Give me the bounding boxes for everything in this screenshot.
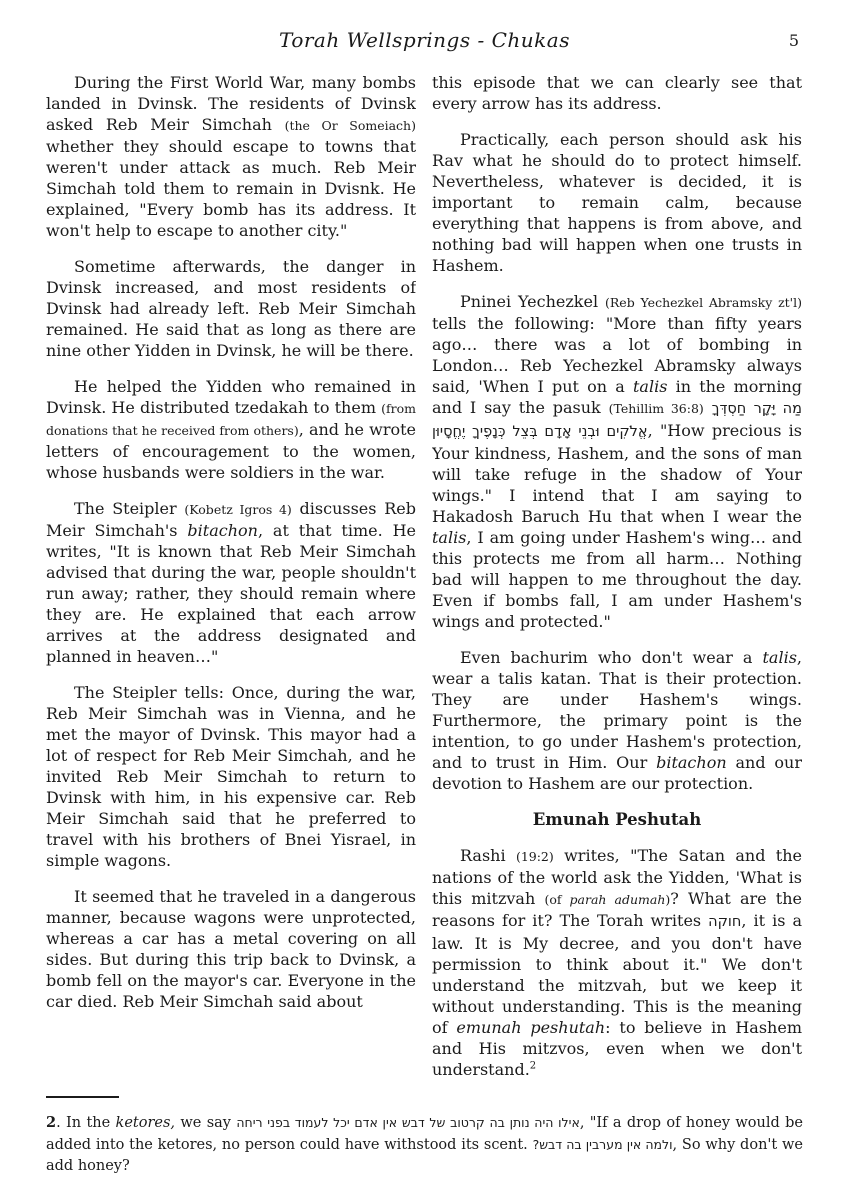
text-segment: : to believe in Hashem and His mitzvos, even when we don't understand.: [432, 1018, 802, 1079]
text-segment: ): [665, 892, 671, 907]
paragraph: [46, 886, 416, 1012]
hebrew-text: אילו היה נותן בה קרטוב של דבש אין אדם יכל לעמוד בפני ריחה: [236, 1115, 580, 1130]
text-segment: Even bachurim who don't wear a: [460, 648, 763, 667]
paragraph: [432, 647, 802, 794]
text-segment: parah adumah: [569, 892, 666, 907]
text-segment: talis: [432, 528, 467, 547]
text-segment: Sometime afterwards, the danger in Dvinsk increased, and most residents of Dvinsk had already left. Reb Meir Simchah remained. He said that as long as there are nine other Yidden in Dvinsk, he will be there.: [46, 257, 416, 360]
text-segment: , I am going under Hashem's wing… and this protects me from all harm… Nothing bad will happen to me throughout the day. Even if bombs fall, I am under Hashem's wings and protected.": [432, 528, 802, 631]
paragraph: [46, 682, 416, 871]
text-segment: The Steipler: [74, 499, 185, 518]
text-segment: During the First World War, many bombs landed in Dvinsk. The residents of Dvinsk asked Reb Meir Simchah: [46, 73, 416, 134]
text-segment: ketores,: [115, 1115, 176, 1131]
paragraph: [46, 498, 416, 667]
text-segment: talis: [632, 377, 668, 396]
hebrew-text: מַה יָּקָר חַסְדְּךָ אֱלֹקִים וּבְנֵי אָדָם בְּצֵל כְּנָפֶיךָ יֶחֱסָיוּן: [432, 401, 802, 440]
text-segment: . In the: [56, 1115, 116, 1131]
text-segment: (the Or Someiach): [284, 118, 416, 133]
text-segment: writes, "The Satan and the nations of the world ask the Yidden, 'What is this mitzvah: [432, 846, 802, 908]
text-segment: (Kobetz Igros 4): [184, 502, 292, 517]
page-number: 5: [788, 31, 799, 50]
hebrew-text: ולמה אין מערבין בה דבש?: [532, 1137, 673, 1152]
text-segment: Practically, each person should ask his Rav what he should do to protect himself. Nevertheless, whatever is decided, it is important to remain calm, because everything that happens is from above, and nothing bad will happen when one trusts in Hashem.: [432, 130, 802, 275]
text-segment: bitachon: [656, 753, 727, 772]
right-column: [432, 72, 802, 1084]
page-title: Torah Wellsprings - Chukas: [279, 28, 570, 52]
hebrew-text: חוקה: [708, 914, 742, 930]
paragraph: [432, 72, 802, 114]
paragraph: [46, 72, 416, 241]
text-segment: tells the following: "More than fifty years ago… there was a lot of bombing in London… Reb Yechezkel Abramsky always said, 'When I put on a: [432, 314, 802, 396]
footnote-divider: [46, 1096, 119, 1098]
text-segment: discusses Reb Meir Simchah's: [46, 499, 416, 540]
page-header: [46, 28, 803, 58]
text-segment: whether they should escape to towns that weren't under attack as much. Reb Meir Simchah told them to remain in Dvisnk. He explained, "Every bomb has its address. It won't help to escape to another city.": [46, 137, 416, 240]
text-segment: we say: [175, 1115, 237, 1131]
text-segment: , and he wrote letters of encouragement to the women, whose husbands were soldiers in the war.: [46, 420, 416, 482]
text-segment: 2: [46, 1114, 57, 1131]
text-segment: emunah peshutah: [456, 1018, 606, 1037]
section-heading: Emunah Peshutah: [532, 810, 702, 829]
text-segment: , "How precious is Your kindness, Hashem, and the sons of man will take refuge in the shadow of Your wings." I intend that I am saying to Hakadosh Baruch Hu that when I wear the: [432, 421, 802, 526]
text-segment: Pninei Yechezkel: [460, 292, 606, 311]
text-segment: (Tehillim 36:8): [608, 401, 704, 416]
paragraph: [46, 376, 416, 483]
paragraph: [432, 129, 802, 276]
text-segment: , at that time. He writes, "It is known that Reb Meir Simchah advised that during the war, people shouldn't run away; rather, they should remain where they are. He explained that each arrow arrives at the address designated and planned in heaven…": [46, 521, 416, 666]
paragraph: [46, 256, 416, 361]
text-segment: It seemed that he traveled in a dangerous manner, because wagons were unprotected, whereas a car has a metal covering on all sides. But during this trip back to Dvinsk, a bomb fell on the mayor's car. Everyone in the car died. Reb Meir Simchah said about: [46, 887, 416, 1011]
text-segment: Rashi: [460, 846, 516, 865]
text-segment: [704, 398, 712, 417]
text-segment: bitachon: [187, 521, 258, 540]
text-segment: and our devotion to Hashem are our protection.: [432, 753, 802, 793]
text-segment: (from donations that he received from others): [46, 401, 416, 438]
text-segment: this episode that we can clearly see that every arrow has its address.: [432, 73, 802, 113]
left-column: [46, 72, 416, 1084]
text-segment: (of: [544, 892, 570, 907]
text-segment: , So why don't we add honey?: [46, 1137, 803, 1174]
text-segment: in the morning and I say the pasuk: [432, 377, 802, 417]
text-segment: , "If a drop of honey would be added into the ketores, no person could have withstood its scent.: [46, 1115, 803, 1153]
paragraph: [432, 845, 802, 1080]
footnote: [46, 1112, 803, 1177]
text-segment: , wear a talis katan. That is their protection. They are under Hashem's wings. Furthermore, the primary point is the intention, to go under Hashem's protection, and to trust in Him. Our: [432, 648, 802, 772]
paragraph: [432, 291, 802, 632]
text-segment: 2: [529, 1060, 537, 1072]
text-columns: [46, 72, 803, 1084]
text-segment: , it is a law. It is My decree, and you don't have permission to think about it." We don't understand the mitzvah, but we keep it without understanding. This is the meaning of: [432, 911, 802, 1037]
text-segment: (Reb Yechezkel Abramsky zt'l): [605, 295, 802, 310]
text-segment: The Steipler tells: Once, during the war, Reb Meir Simchah was in Vienna, and he met the mayor of Dvinsk. This mayor had a lot of respect for Reb Meir Simchah, and he invited Reb Meir Simchah to return to Dvinsk with him, in his expensive car. Reb Meir Simchah said that he preferred to travel with his brothers of Bnei Yisrael, in simple wagons.: [46, 683, 416, 870]
text-segment: (19:2): [515, 849, 554, 864]
text-segment: talis: [762, 648, 797, 667]
text-segment: He helped the Yidden who remained in Dvinsk. He distributed tzedakah to them: [46, 377, 416, 417]
text-segment: ? What are the reasons for it? The Torah writes: [432, 889, 802, 930]
